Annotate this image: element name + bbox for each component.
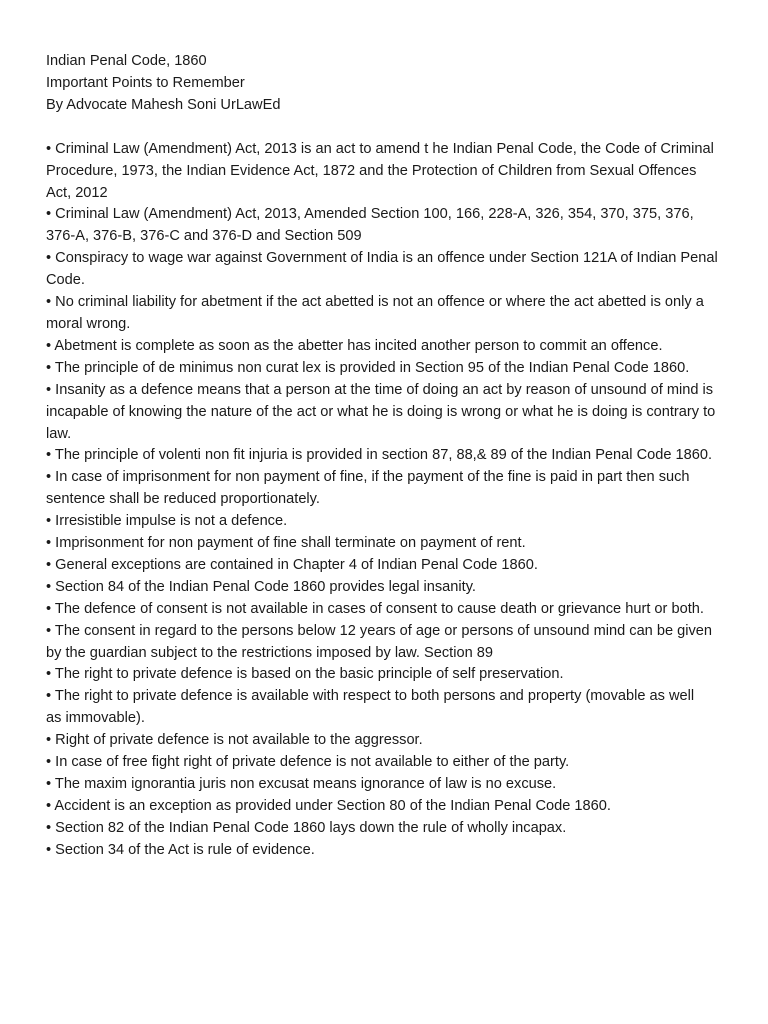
document-header: [46, 51, 728, 117]
list-item: • The principle of volenti non fit injuria is provided in section 87, 88,& 89 of the Indian Penal Code 1860.: [46, 447, 713, 464]
list-item: • The consent in regard to the persons below 12 years of age or persons of unsound mind can be given by the guardian subject to the restrictions imposed by law. Section 89: [46, 622, 713, 661]
list-item: • Right of private defence is not available to the aggressor.: [46, 732, 423, 749]
list-item: • Criminal Law (Amendment) Act, 2013 is an act to amend t he Indian Penal Code, the Code of Criminal Procedure, 1973, the Indian Evidence Act, 1872 and the Protection of Children from Sexual Offences Act, 2012: [46, 140, 714, 201]
list-item: • In case of free fight right of private defence is not available to either of the party.: [46, 754, 570, 771]
list-item: • The right to private defence is based on the basic principle of self preservation.: [46, 666, 564, 683]
list-item: • In case of imprisonment for non payment of fine, if the payment of the fine is paid in part then such sentence shall be reduced proportionately.: [46, 469, 690, 508]
list-item: • Irresistible impulse is not a defence.: [46, 513, 288, 530]
list-item: • Imprisonment for non payment of fine shall terminate on payment of rent.: [46, 535, 526, 552]
list-item: • General exceptions are contained in Chapter 4 of Indian Penal Code 1860.: [46, 556, 538, 573]
list-item: • The defence of consent is not available in cases of consent to cause death or grievance hurt or both.: [46, 600, 704, 617]
list-item: • Insanity as a defence means that a person at the time of doing an act by reason of unsound of mind is incapable of knowing the nature of the act or what he is doing is wrong or what he is doing is contrary to law.: [46, 381, 716, 442]
list-item: as immovable).: [46, 710, 145, 727]
list-item: • Section 34 of the Act is rule of evidence.: [46, 841, 315, 858]
points-list: [46, 139, 718, 862]
list-item: • The maxim ignorantia juris non excusat means ignorance of law is no excuse.: [46, 776, 557, 792]
list-item: • Criminal Law (Amendment) Act, 2013, Amended Section 100, 166, 228-A, 326, 354, 370, 375, 376, 376-A, 376-B, 376-C and 376-D and Section 509: [46, 206, 694, 245]
list-item: • The right to private defence is available with respect to both persons and property (movable as well: [46, 688, 695, 705]
list-item: • Section 82 of the Indian Penal Code 1860 lays down the rule of wholly incapax.: [46, 819, 567, 836]
list-item: • Section 84 of the Indian Penal Code 1860 provides legal insanity.: [46, 578, 476, 595]
document-title: Indian Penal Code, 1860: [46, 53, 207, 69]
document-subtitle: Important Points to Remember: [46, 74, 245, 91]
list-item: • Accident is an exception as provided under Section 80 of the Indian Penal Code 1860.: [46, 797, 611, 814]
list-item: • Conspiracy to wage war against Government of India is an offence under Section 121A of Indian Penal Code.: [46, 250, 718, 289]
document-author: By Advocate Mahesh Soni UrLawEd: [46, 96, 281, 113]
list-item: • The principle of de minimus non curat lex is provided in Section 95 of the Indian Penal Code 1860.: [46, 359, 690, 376]
list-item: • Abetment is complete as soon as the abetter has incited another person to commit an offence.: [46, 337, 663, 354]
list-item: • No criminal liability for abetment if the act abetted is not an offence or where the act abetted is only a moral wrong.: [46, 294, 704, 332]
